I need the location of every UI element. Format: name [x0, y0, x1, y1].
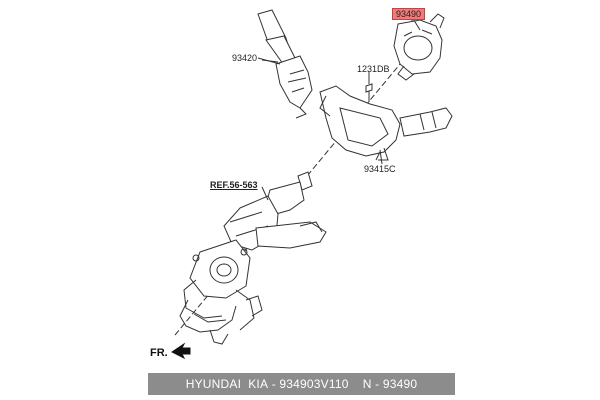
clock-spring-part [394, 10, 444, 80]
part-info-footer [148, 373, 455, 395]
footer-part-number: 934903V110 [279, 377, 349, 391]
ref-label[interactable]: REF.56-563 [210, 180, 258, 190]
front-direction-label: FR. [150, 347, 168, 359]
part-label-93420[interactable]: 93420 [232, 53, 258, 63]
wiper-switch-part [258, 10, 312, 118]
steering-column-part [180, 172, 326, 344]
front-arrow-icon [172, 344, 190, 358]
part-label-93415c[interactable]: 93415C [364, 164, 396, 174]
footer-spacer [349, 377, 363, 391]
footer-separator: - [268, 377, 280, 391]
switch-body-part [320, 86, 452, 164]
footer-brand: HYUNDAI KIA [185, 377, 269, 391]
footer-position: N - 93490 [362, 377, 418, 391]
part-label-93490[interactable]: 93490 [392, 8, 425, 20]
part-label-1231db[interactable]: 1231DB [357, 64, 390, 74]
